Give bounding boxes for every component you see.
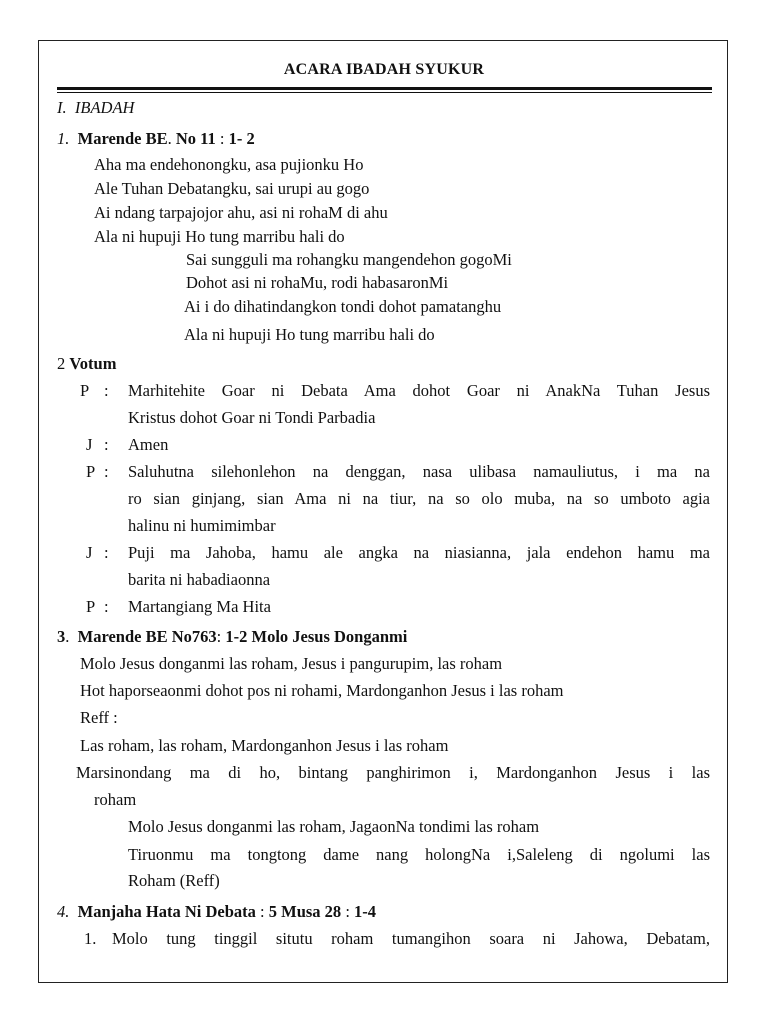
hymn3-line: Las roham, las roham, Mardonganhon Jesus i las roham <box>80 736 449 755</box>
item3-sep: : <box>216 627 226 646</box>
votum-text: Puji ma Jahoba, hamu ale angka na niasianna, jala endehon hamu ma <box>128 543 710 562</box>
votum-colon: : <box>104 435 109 454</box>
votum-colon: : <box>104 543 109 562</box>
hymn3-line: Molo Jesus donganmi las roham, Jesus i pangurupim, las roham <box>80 654 503 673</box>
hymn1-line: Ala ni hupuji Ho tung marribu hali do <box>184 325 435 344</box>
hymn3-line: Roham (Reff) <box>128 871 220 890</box>
hymn1-line: Dohot asi ni rohaMu, rodi habasaronMi <box>186 273 449 292</box>
item4-label: Manjaha Hata Ni Debata <box>77 902 256 921</box>
title-rule-thin <box>57 92 712 93</box>
votum-text: Martangiang Ma Hita <box>128 597 271 616</box>
hymn1-line: Ala ni hupuji Ho tung marribu hali do <box>94 227 345 246</box>
title-rule-thick <box>57 87 712 90</box>
hymn3-reff-label: Reff : <box>80 708 118 727</box>
votum-speaker: P <box>80 381 90 400</box>
votum-text: Saluhutna silehonlehon na denggan, nasa ulibasa namauliutus, i ma na <box>128 462 710 481</box>
item2-heading <box>57 354 116 374</box>
section-number: I. <box>57 98 67 117</box>
item4-number: 4. <box>57 902 70 921</box>
votum-speaker: J <box>86 435 93 454</box>
item1-heading <box>57 129 255 149</box>
hymn1-line: Ale Tuhan Debatangku, sai urupi au gogo <box>94 179 370 198</box>
hymn3-line: roham <box>94 790 137 809</box>
section-heading <box>57 98 134 118</box>
votum-colon: : <box>104 381 109 400</box>
item3-hymn: Marende BE No763 <box>77 627 217 646</box>
votum-text: ro sian ginjang, sian Ama ni na tiur, na so olo muba, na so umboto agia <box>128 489 710 508</box>
item4-verse: 1-4 <box>354 902 377 921</box>
votum-text: Marhitehite Goar ni Debata Ama dohot Goar ni AnakNa Tuhan Jesus <box>128 381 710 400</box>
votum-speaker: J <box>86 543 93 562</box>
hymn1-line: Aha ma endehonongku, asa pujionku Ho <box>94 155 364 174</box>
section-label: IBADAH <box>74 98 135 117</box>
hymn3-line: Marsinondang ma di ho, bintang panghirimon i, Mardonganhon Jesus i las <box>76 763 710 782</box>
item3-detail: 1-2 Molo Jesus Donganmi <box>225 627 408 646</box>
item3-dot: . <box>65 627 70 646</box>
reading-number: 1. <box>84 929 97 948</box>
votum-speaker: P <box>86 462 96 481</box>
item2-label: Votum <box>69 354 117 373</box>
item3-number: 3 <box>57 627 66 646</box>
reading-text: Molo tung tinggil situtu roham tumangihon soara ni Jahowa, Debatam, <box>112 929 710 948</box>
hymn1-line: Ai ndang tarpajojor ahu, asi ni rohaM di ahu <box>94 203 388 222</box>
item1-sep: : <box>215 129 229 148</box>
votum-text: Kristus dohot Goar ni Tondi Parbadia <box>128 408 376 427</box>
item1-verse: 1- 2 <box>228 129 255 148</box>
votum-colon: : <box>104 462 109 481</box>
hymn3-line: Molo Jesus donganmi las roham, JagaonNa tondimi las roham <box>128 817 540 836</box>
item1-dot: . <box>167 129 176 148</box>
hymn1-line: Ai i do dihatindangkon tondi dohot pamatanghu <box>184 297 502 316</box>
votum-text: halinu ni humimimbar <box>128 516 276 535</box>
votum-text: Amen <box>128 435 169 454</box>
item1-number: 1. <box>57 129 70 148</box>
item4-book: 5 Musa 28 <box>268 902 342 921</box>
votum-colon: : <box>104 597 109 616</box>
votum-text: barita ni habadiaonna <box>128 570 271 589</box>
item4-sep2: : <box>341 902 355 921</box>
item1-no: No 11 <box>175 129 216 148</box>
page-title: ACARA IBADAH SYUKUR <box>283 61 485 78</box>
votum-speaker: P <box>86 597 96 616</box>
item3-heading <box>57 627 407 647</box>
item4-heading <box>57 902 376 922</box>
item1-hymn: Marende BE <box>77 129 168 148</box>
hymn1-line: Sai sungguli ma rohangku mangendehon gogoMi <box>186 250 512 269</box>
hymn3-line: Tiruonmu ma tongtong dame nang holongNa i,Saleleng di ngolumi las <box>128 845 710 864</box>
item4-sep: : <box>255 902 269 921</box>
hymn3-line: Hot haporseaonmi dohot pos ni rohami, Mardonganhon Jesus i las roham <box>80 681 564 700</box>
item2-number: 2 <box>57 354 70 373</box>
